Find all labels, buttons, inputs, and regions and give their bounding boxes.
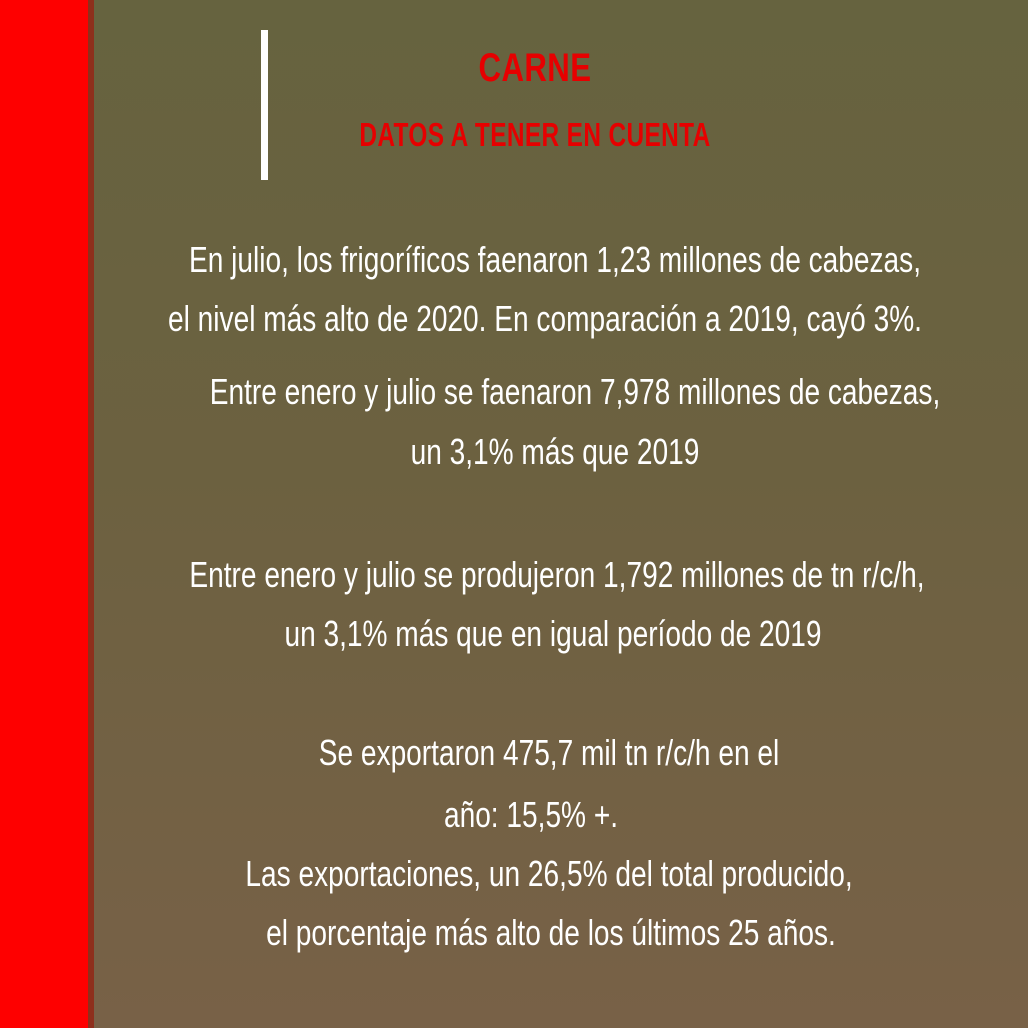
title-divider-line bbox=[261, 30, 268, 180]
paragraph-1-line-2: el nivel más alto de 2020. En comparación a 2019, cayó 3%. bbox=[168, 298, 922, 339]
left-bar-edge bbox=[88, 0, 94, 1028]
paragraph-2-line-2: un 3,1% más que 2019 bbox=[410, 431, 700, 472]
page-title: CARNE bbox=[478, 46, 592, 90]
paragraph-4-line-3: Las exportaciones, un 26,5% del total producido, bbox=[245, 853, 853, 894]
paragraph-1-line-1: En julio, los frigoríficos faenaron 1,23 millones de cabezas, bbox=[188, 239, 922, 280]
paragraph-4-line-4: el porcentaje más alto de los últimos 25 años. bbox=[266, 912, 836, 953]
left-red-bar bbox=[0, 0, 88, 1028]
paragraph-4-line-2: año: 15,5% +. bbox=[443, 794, 619, 835]
paragraph-2-line-1: Entre enero y julio se faenaron 7,978 millones de cabezas, bbox=[209, 371, 941, 412]
paragraph-3-line-1: Entre enero y julio se produjeron 1,792 millones de tn r/c/h, bbox=[189, 554, 925, 595]
paragraph-4-line-1: Se exportaron 475,7 mil tn r/c/h en el bbox=[318, 732, 780, 773]
page-subtitle: DATOS A TENER EN CUENTA bbox=[359, 116, 711, 153]
paragraph-3-line-2: un 3,1% más que en igual período de 2019 bbox=[284, 613, 822, 654]
